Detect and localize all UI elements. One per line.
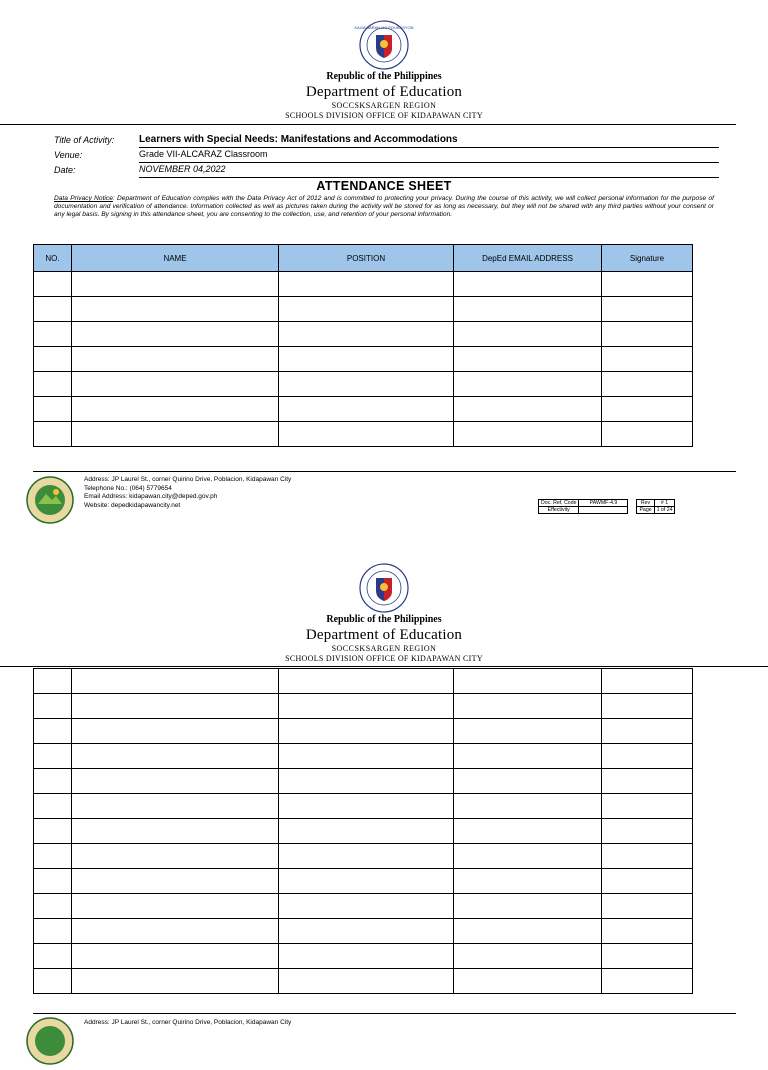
division-seal-partial <box>26 1017 74 1024</box>
cell-no[interactable] <box>34 919 72 944</box>
table-row <box>34 894 693 919</box>
cell-name[interactable] <box>72 944 279 969</box>
cell-name[interactable] <box>72 919 279 944</box>
cell-signature[interactable] <box>602 844 693 869</box>
cell-signature[interactable] <box>602 944 693 969</box>
cell-email[interactable] <box>454 919 602 944</box>
cell-email[interactable] <box>454 719 602 744</box>
cell-position[interactable] <box>279 919 454 944</box>
cell-signature[interactable] <box>602 794 693 819</box>
cell-position[interactable] <box>279 719 454 744</box>
deped-seal-icon <box>359 563 409 613</box>
table-row <box>34 719 693 744</box>
cell-signature[interactable] <box>602 819 693 844</box>
date-label: Date: <box>54 165 76 175</box>
division-heading: SCHOOLS DIVISION OFFICE OF KIDAPAWAN CITY <box>285 654 483 663</box>
cell-no[interactable] <box>34 669 72 694</box>
table-row <box>34 669 693 694</box>
cell-signature[interactable] <box>602 694 693 719</box>
table-row <box>34 969 693 994</box>
cell-email[interactable] <box>454 694 602 719</box>
page-value: 1 of 24 <box>654 507 675 514</box>
privacy-text: : Department of Education complies with the Data Privacy Act of 2012 and is committed to protecting your privacy. During the course of this activity, we will collect personal information for the purpose of documentation and verification of attendance. Information collected as well as pictures taken during the activity will be stored for as long as necessary, but they will not be shared with any third parties without your consent or any legal basis. By signing in this attendance sheet, you are consenting to the collection, use, and retention of your personal information. <box>54 195 714 219</box>
cell-position[interactable] <box>279 869 454 894</box>
cell-email[interactable] <box>454 669 602 694</box>
cell-no[interactable] <box>34 744 72 769</box>
venue-value: Grade VII-ALCARAZ Classroom <box>139 149 719 163</box>
republic-heading: Republic of the Philippines <box>326 614 442 625</box>
cell-email[interactable] <box>454 869 602 894</box>
cell-name[interactable] <box>72 744 279 769</box>
cell-position[interactable] <box>279 794 454 819</box>
department-heading: Department of Education <box>305 627 463 643</box>
footer-address: Address: JP Laurel St., corner Quirino Drive, Poblacion, Kidapawan City <box>84 476 292 483</box>
cell-email[interactable] <box>454 819 602 844</box>
footer-telephone: Telephone No.: (064) 5779654 <box>84 484 172 492</box>
cell-signature[interactable] <box>602 769 693 794</box>
cell-position[interactable] <box>279 969 454 994</box>
sheet-title: ATTENDANCE SHEET <box>316 179 452 193</box>
division-seal-icon <box>26 1017 74 1065</box>
cell-name[interactable] <box>72 694 279 719</box>
svg-text:KAGAWARAN NG EDUKASYON: KAGAWARAN NG EDUKASYON <box>354 25 414 30</box>
cell-position[interactable] <box>279 669 454 694</box>
region-heading: SOCCSKSARGEN REGION <box>331 644 437 653</box>
cell-no[interactable] <box>34 944 72 969</box>
footer-divider <box>33 1013 736 1014</box>
header-divider <box>0 666 768 667</box>
region-heading: SOCCSKSARGEN REGION <box>331 101 437 110</box>
table-row <box>34 694 693 719</box>
cell-no[interactable] <box>34 844 72 869</box>
cell-position[interactable] <box>279 894 454 919</box>
cell-position[interactable] <box>279 769 454 794</box>
cell-signature[interactable] <box>602 719 693 744</box>
cell-name[interactable] <box>72 894 279 919</box>
cell-position[interactable] <box>279 694 454 719</box>
table-row <box>34 869 693 894</box>
cell-signature[interactable] <box>602 669 693 694</box>
cell-position[interactable] <box>279 819 454 844</box>
date-value: NOVEMBER 04,2022 <box>139 164 719 178</box>
cell-name[interactable] <box>72 669 279 694</box>
col-header-signature: Signature <box>602 245 693 272</box>
cell-no[interactable] <box>34 694 72 719</box>
cell-email[interactable] <box>454 744 602 769</box>
division-heading: SCHOOLS DIVISION OFFICE OF KIDAPAWAN CITY <box>285 111 483 120</box>
cell-no[interactable] <box>34 819 72 844</box>
doc-ref-label: Doc. Ref. Code <box>539 500 579 507</box>
col-header-no: NO. <box>34 245 72 272</box>
table-row <box>34 844 693 869</box>
cell-no[interactable] <box>34 794 72 819</box>
cell-position[interactable] <box>279 744 454 769</box>
cell-email[interactable] <box>454 769 602 794</box>
venue-label: Venue: <box>54 150 83 160</box>
table-row <box>34 819 693 844</box>
cell-no[interactable] <box>34 869 72 894</box>
table-row <box>34 744 693 769</box>
cell-email[interactable] <box>454 794 602 819</box>
table-row <box>34 944 693 969</box>
cell-signature[interactable] <box>602 894 693 919</box>
col-header-position: POSITION <box>279 245 454 272</box>
cell-no[interactable] <box>34 769 72 794</box>
footer-address-partial: Address: JP Laurel St., corner Quirino Drive, Poblacion, Kidapawan City <box>84 1019 292 1026</box>
col-header-name: NAME <box>72 245 279 272</box>
cell-position[interactable] <box>279 944 454 969</box>
cell-signature[interactable] <box>602 869 693 894</box>
cell-signature[interactable] <box>602 919 693 944</box>
cell-no[interactable] <box>34 969 72 994</box>
cell-email[interactable] <box>454 894 602 919</box>
cell-signature[interactable] <box>602 744 693 769</box>
rev-label: Rev <box>637 500 654 507</box>
cell-name[interactable] <box>72 844 279 869</box>
table-row <box>34 794 693 819</box>
col-header-email: DepEd EMAIL ADDRESS <box>454 245 602 272</box>
cell-name[interactable] <box>72 719 279 744</box>
cell-email[interactable] <box>454 969 602 994</box>
doc-ref-value: PAWMF-4.9 <box>579 500 628 507</box>
activity-title-label: Title of Activity: <box>54 135 115 145</box>
table-row <box>34 769 693 794</box>
cell-name[interactable] <box>72 769 279 794</box>
page-label: Page <box>637 507 654 514</box>
cell-position[interactable] <box>279 844 454 869</box>
footer-email: Email Address: kidapawan.city@deped.gov.ph <box>84 493 218 501</box>
cell-signature[interactable] <box>602 969 693 994</box>
activity-title-value: Learners with Special Needs: Manifestations and Accommodations <box>139 134 719 148</box>
republic-heading: Republic of the Philippines <box>326 71 442 82</box>
footer-website: Website: depedkidapawancity.net <box>84 501 181 509</box>
cell-name[interactable] <box>72 969 279 994</box>
department-heading: Department of Education <box>305 84 463 100</box>
privacy-label: Data Privacy Notice <box>54 195 113 202</box>
cell-email[interactable] <box>454 944 602 969</box>
effectivity-label: Effectivity <box>539 507 579 514</box>
cell-name[interactable] <box>72 869 279 894</box>
table-row <box>34 919 693 944</box>
cell-no[interactable] <box>34 719 72 744</box>
cell-email[interactable] <box>454 844 602 869</box>
cell-name[interactable] <box>72 794 279 819</box>
cell-name[interactable] <box>72 819 279 844</box>
cell-no[interactable] <box>34 894 72 919</box>
rev-value: # 1 <box>654 500 675 507</box>
attendance-table-continued <box>33 668 693 994</box>
